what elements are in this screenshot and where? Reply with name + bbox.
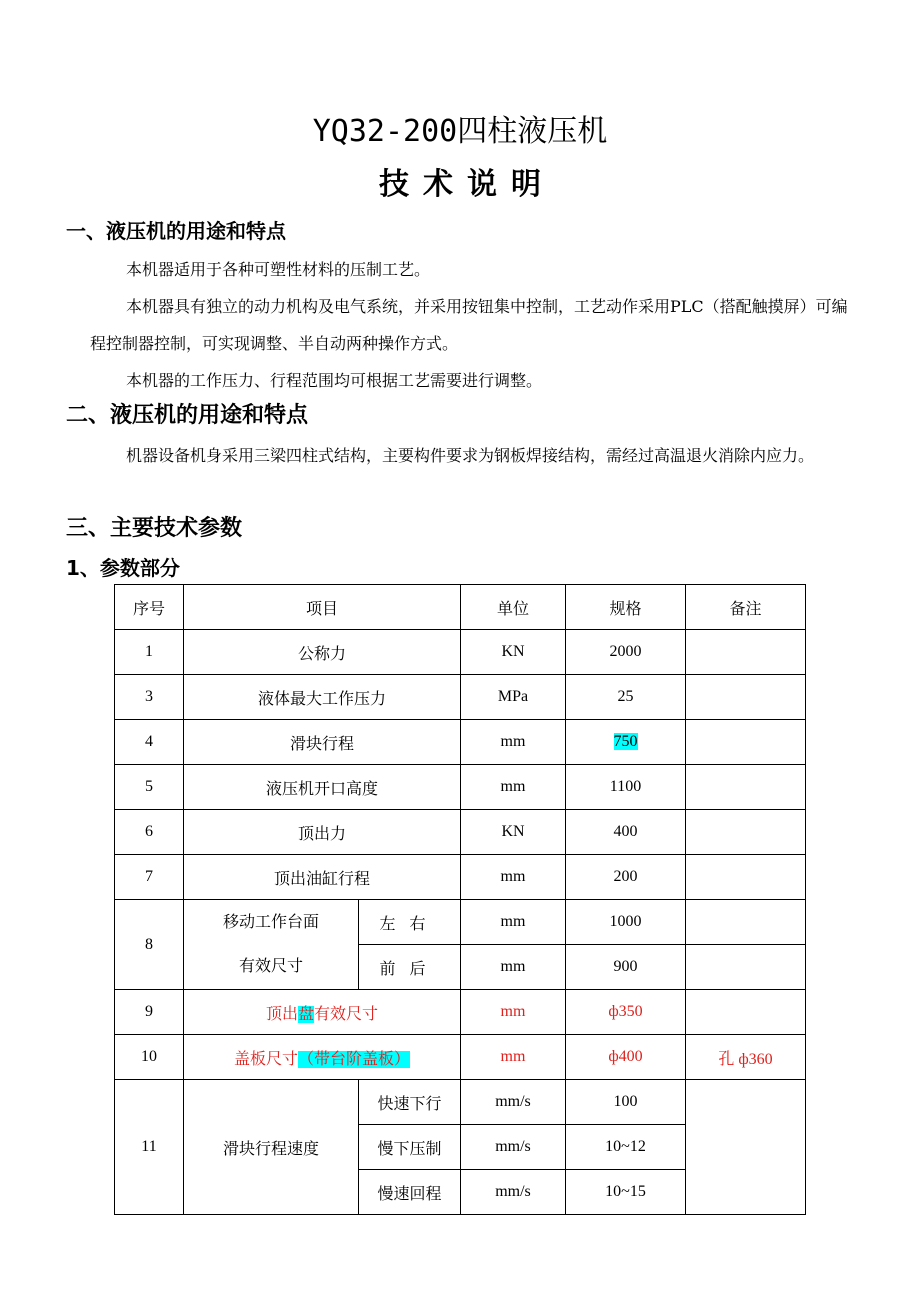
item-part-highlight: 盘 [297, 1005, 314, 1023]
cell-unit: mm/s [461, 1170, 566, 1215]
cell-spec: 400 [566, 810, 686, 855]
cell-item: 液体最大工作压力 [184, 675, 461, 720]
document-subtitle: 技术说明 [379, 167, 555, 202]
cell-subitem: 快速下行 [359, 1080, 461, 1125]
cell-no: 8 [115, 900, 184, 990]
cell-note [686, 1080, 806, 1215]
cell-unit: mm [461, 765, 566, 810]
cell-note: 孔 ф360 [686, 1035, 806, 1080]
cell-item-line-2: 有效尺寸 [238, 957, 303, 975]
section-2-heading: 二、液压机的用途和特点 [66, 403, 309, 428]
cell-item: 液压机开口高度 [184, 765, 461, 810]
cell-no: 4 [115, 720, 184, 765]
cell-spec: 2000 [566, 630, 686, 675]
cell-item: 滑块行程速度 [184, 1080, 359, 1215]
cell-subitem: 左右 [359, 900, 461, 945]
cell-no: 7 [115, 855, 184, 900]
section-1-para-1: 本机器适用于各种可塑性材料的压制工艺。 [126, 260, 431, 279]
cell-note [686, 675, 806, 720]
cell-no: 9 [115, 990, 184, 1035]
section-1-para-3: 本机器的工作压力、行程范围均可根据工艺需要进行调整。 [126, 371, 543, 390]
cell-item: 顶出油缸行程 [184, 855, 461, 900]
cell-spec: 1000 [566, 900, 686, 945]
table-row [115, 810, 806, 855]
cell-note [686, 900, 806, 945]
cell-spec [566, 720, 686, 765]
cell-no: 11 [115, 1080, 184, 1215]
cell-subitem: 慢速回程 [359, 1170, 461, 1215]
cell-unit: mm [461, 945, 566, 990]
table-row [115, 630, 806, 675]
cell-no: 6 [115, 810, 184, 855]
cell-spec: 1100 [566, 765, 686, 810]
highlighted-spec: 750 [613, 733, 638, 750]
section-1-heading: 一、液压机的用途和特点 [66, 219, 286, 243]
item-part-a: 顶出 [265, 1005, 298, 1023]
cell-subitem: 慢下压制 [359, 1125, 461, 1170]
section-1-para-2: 本机器具有独立的动力机构及电气系统，并采用按钮集中控制，工艺动作采用PLC（搭配触摸屏）可编程控制器控制，可实现调整、半自动两种操作方式。 [90, 297, 848, 353]
cell-item-line-1: 移动工作台面 [222, 913, 319, 931]
table-row [115, 1080, 806, 1125]
section-3-heading: 三、主要技术参数 [66, 516, 243, 541]
cell-note [686, 810, 806, 855]
cell-item: 公称力 [184, 630, 461, 675]
cell-unit: KN [461, 810, 566, 855]
cell-spec: 100 [566, 1080, 686, 1125]
table-row [115, 720, 806, 765]
cell-note [686, 990, 806, 1035]
cell-spec: 25 [566, 675, 686, 720]
item-part-a: 盖板尺寸 [233, 1050, 298, 1068]
cell-note [686, 855, 806, 900]
cell-note [686, 945, 806, 990]
cell-unit: KN [461, 630, 566, 675]
cell-no: 3 [115, 675, 184, 720]
cell-unit: mm [461, 855, 566, 900]
cell-item: 顶出力 [184, 810, 461, 855]
cell-spec: ф350 [566, 990, 686, 1035]
table-row [115, 900, 806, 945]
cell-spec: 10~12 [566, 1125, 686, 1170]
section-2-para-1: 机器设备机身采用三梁四柱式结构，主要构件要求为钢板焊接结构，需经过高温退火消除内应力。 [126, 446, 815, 465]
cell-no: 1 [115, 630, 184, 675]
cell-item [184, 990, 461, 1035]
item-part-highlight: （带台阶盖板） [298, 1050, 411, 1068]
cell-unit: MPa [461, 675, 566, 720]
cell-no: 5 [115, 765, 184, 810]
cell-item [184, 1035, 461, 1080]
cell-spec: 10~15 [566, 1170, 686, 1215]
parameter-table [114, 584, 806, 1215]
cell-note [686, 720, 806, 765]
cell-note [686, 630, 806, 675]
cell-unit: mm/s [461, 1080, 566, 1125]
table-row [115, 675, 806, 720]
cell-unit: mm [461, 900, 566, 945]
cell-unit: mm [461, 990, 566, 1035]
table-row [115, 1035, 806, 1080]
item-part-c: 有效尺寸 [314, 1005, 379, 1023]
subsection-1-heading: 1、参数部分 [66, 556, 180, 580]
cell-spec: ф400 [566, 1035, 686, 1080]
cell-item [184, 900, 359, 990]
header-unit: 单位 [461, 585, 566, 630]
header-note: 备注 [686, 585, 806, 630]
cell-no: 10 [115, 1035, 184, 1080]
cell-unit: mm [461, 720, 566, 765]
table-row [115, 765, 806, 810]
table-header-row [115, 585, 806, 630]
table-row [115, 990, 806, 1035]
header-item: 项目 [184, 585, 461, 630]
cell-subitem: 前后 [359, 945, 461, 990]
document-title: YQ32-200四柱液压机 [312, 114, 608, 149]
header-no: 序号 [115, 585, 184, 630]
table-row [115, 855, 806, 900]
cell-spec: 200 [566, 855, 686, 900]
header-spec: 规格 [566, 585, 686, 630]
cell-unit: mm [461, 1035, 566, 1080]
cell-unit: mm/s [461, 1125, 566, 1170]
cell-spec: 900 [566, 945, 686, 990]
cell-note [686, 765, 806, 810]
cell-item: 滑块行程 [184, 720, 461, 765]
